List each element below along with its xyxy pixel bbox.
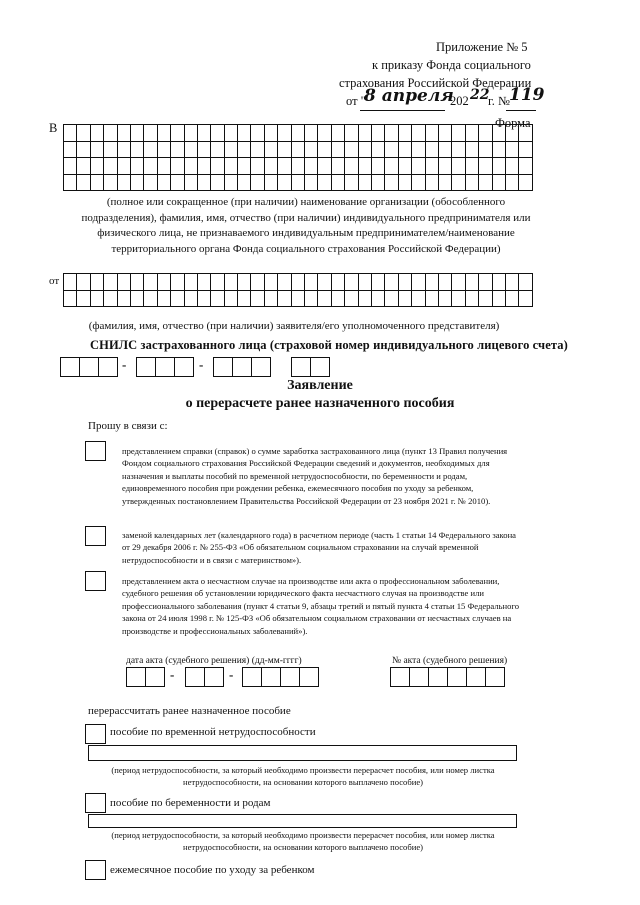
recipient-char-cell[interactable] [292,158,305,175]
applicant-char-cell[interactable] [412,274,425,291]
applicant-char-cell[interactable] [198,274,211,291]
applicant-char-cell[interactable] [91,291,104,308]
recipient-char-cell[interactable] [77,175,90,192]
applicant-char-cell[interactable] [305,274,318,291]
applicant-char-cell[interactable] [479,274,492,291]
appendix-number: Приложение № 5 [436,40,528,54]
recipient-char-cell[interactable] [64,175,77,192]
recipient-char-cell[interactable] [399,142,412,159]
snils-group-3[interactable] [213,357,271,377]
recipient-char-cell[interactable] [158,158,171,175]
recipient-char-cell[interactable] [426,158,439,175]
applicant-char-cell[interactable] [479,291,492,308]
applicant-char-cell[interactable] [144,274,157,291]
applicant-char-cell[interactable] [519,274,532,291]
recipient-char-cell[interactable] [265,175,278,192]
applicant-char-cell[interactable] [452,291,465,308]
recipient-char-cell[interactable] [412,125,425,142]
applicant-char-cell[interactable] [238,291,251,308]
applicant-char-cell[interactable] [278,274,291,291]
snils-sep-1: - [122,357,127,372]
applicant-char-cell[interactable] [131,274,144,291]
recipient-char-cell[interactable] [158,125,171,142]
recipient-char-cell[interactable] [466,175,479,192]
applicant-char-cell[interactable] [278,291,291,308]
applicant-char-cell[interactable] [305,291,318,308]
recipient-char-cell[interactable] [439,142,452,159]
recipient-char-cell[interactable] [211,125,224,142]
order-reference: к приказу Фонда социального [372,58,531,72]
recipient-char-cell[interactable] [292,175,305,192]
recipient-char-cell[interactable] [332,158,345,175]
recipient-char-cell[interactable] [412,158,425,175]
applicant-char-cell[interactable] [91,274,104,291]
recipient-char-cell[interactable] [185,142,198,159]
act-date-sep-2: - [229,667,234,682]
number-handwritten: 119 [509,85,545,105]
applicant-char-cell[interactable] [64,291,77,308]
recipient-char-cell[interactable] [385,142,398,159]
recipient-char-cell[interactable] [251,158,264,175]
recipient-char-cell[interactable] [144,175,157,192]
recipient-char-cell[interactable] [225,175,238,192]
recipient-char-cell[interactable] [211,158,224,175]
recipient-char-cell[interactable] [104,125,117,142]
applicant-char-cell[interactable] [171,274,184,291]
request-intro: Прошу в связи с: [88,420,168,432]
applicant-char-cell[interactable] [385,291,398,308]
recipient-char-cell[interactable] [412,142,425,159]
benefit-2-label: пособие по беременности и родам [110,797,271,809]
recipient-char-cell[interactable] [198,142,211,159]
recipient-char-cell[interactable] [479,175,492,192]
reason-2-text: заменой календарных лет (календарного года) в расчетном периоде (часть 1 статьи 14 Федерального закона от 29 декабря 2006 г. № 255-ФЗ «Об обязательном социальном страховании на случай временной нетрудоспособности и в связи с материнством»). [122,530,516,565]
applicant-char-cell[interactable] [131,291,144,308]
recipient-char-cell[interactable] [519,125,532,142]
applicant-char-cell[interactable] [265,274,278,291]
recipient-char-cell[interactable] [506,142,519,159]
act-day-cells[interactable] [126,667,165,687]
recipient-char-cell[interactable] [251,175,264,192]
applicant-char-cell[interactable] [77,274,90,291]
recipient-char-cell[interactable] [493,175,506,192]
applicant-char-cell[interactable] [265,291,278,308]
recipient-char-cell[interactable] [77,142,90,159]
recipient-char-cell[interactable] [479,158,492,175]
recipient-caption: (полное или сокращенное (при наличии) наименование организации (обособленного подразделения), фамилия, имя, отчество (при наличии) индивидуального предпринимателя или физического лица, не признаваемого индивидуальным предпринимателем/наименование территориального органа Фонда социального страхования Российской Федерации) [81,196,531,255]
recipient-char-cell[interactable] [452,125,465,142]
year-handwritten: 22 [470,87,490,103]
recipient-char-cell[interactable] [185,175,198,192]
applicant-char-cell[interactable] [332,291,345,308]
applicant-char-cell[interactable] [144,291,157,308]
recipient-char-cell[interactable] [439,158,452,175]
applicant-char-cell[interactable] [104,291,117,308]
recipient-char-cell[interactable] [198,125,211,142]
act-month-cells[interactable] [185,667,224,687]
recipient-char-cell[interactable] [265,125,278,142]
applicant-char-cell[interactable] [506,291,519,308]
applicant-char-cell[interactable] [466,291,479,308]
recipient-char-cell[interactable] [493,158,506,175]
recipient-char-cell[interactable] [519,175,532,192]
applicant-char-cell[interactable] [412,291,425,308]
applicant-char-cell[interactable] [225,274,238,291]
recipient-char-cell[interactable] [158,175,171,192]
act-number-cells[interactable] [390,667,505,687]
recipient-char-cell[interactable] [64,125,77,142]
recipient-char-cell[interactable] [506,125,519,142]
recipient-char-cell[interactable] [479,125,492,142]
recipient-char-cell[interactable] [238,142,251,159]
recipient-char-cell[interactable] [372,125,385,142]
recipient-char-cell[interactable] [399,125,412,142]
date-underline [360,110,445,111]
applicant-char-cell[interactable] [158,274,171,291]
year-prefix: 202 [450,94,469,108]
recipient-char-cell[interactable] [332,142,345,159]
applicant-char-cell[interactable] [506,274,519,291]
recipient-grid[interactable] [63,124,533,191]
date-prefix: от " [346,94,366,108]
recipient-char-cell[interactable] [426,175,439,192]
recipient-char-cell[interactable] [91,175,104,192]
number-prefix: г. № [488,94,510,108]
recipient-char-cell[interactable] [359,125,372,142]
applicant-char-cell[interactable] [158,291,171,308]
benefit-2-checkbox[interactable] [85,793,106,813]
applicant-char-cell[interactable] [332,274,345,291]
recipient-char-cell[interactable] [318,142,331,159]
snils-group-1[interactable] [60,357,118,377]
act-date-label: дата акта (судебного решения) (дд-мм-гггг) [126,656,302,666]
recipient-char-cell[interactable] [278,158,291,175]
recipient-char-cell[interactable] [372,158,385,175]
applicant-char-cell[interactable] [211,291,224,308]
recipient-char-cell[interactable] [359,175,372,192]
applicant-char-cell[interactable] [225,291,238,308]
applicant-char-cell[interactable] [372,274,385,291]
applicant-char-cell[interactable] [439,274,452,291]
date-handwritten: 8 апреля [364,86,454,106]
applicant-char-cell[interactable] [292,291,305,308]
benefit-3-checkbox[interactable] [85,860,106,880]
recipient-char-cell[interactable] [318,125,331,142]
applicant-char-cell[interactable] [118,274,131,291]
recipient-char-cell[interactable] [104,175,117,192]
recipient-char-cell[interactable] [185,158,198,175]
recipient-char-cell[interactable] [359,158,372,175]
recipient-char-cell[interactable] [171,125,184,142]
applicant-char-cell[interactable] [238,274,251,291]
to-prefix: В [49,121,58,135]
recipient-char-cell[interactable] [479,142,492,159]
number-underline [506,110,536,111]
reason-3-checkbox[interactable] [85,571,106,591]
recipient-char-cell[interactable] [493,142,506,159]
recipient-char-cell[interactable] [238,175,251,192]
applicant-char-cell[interactable] [318,291,331,308]
applicant-char-cell[interactable] [345,274,358,291]
applicant-char-cell[interactable] [493,274,506,291]
recalc-label: перерассчитать ранее назначенное пособие [88,705,291,717]
recipient-char-cell[interactable] [77,158,90,175]
recipient-char-cell[interactable] [345,142,358,159]
benefit-3-label: ежемесячное пособие по уходу за ребенком [110,864,315,876]
benefit-1-label: пособие по временной нетрудоспособности [110,726,316,738]
recipient-char-cell[interactable] [64,142,77,159]
recipient-char-cell[interactable] [185,125,198,142]
applicant-char-cell[interactable] [77,291,90,308]
benefit-2-period-field[interactable] [88,814,517,828]
recipient-char-cell[interactable] [225,125,238,142]
recipient-char-cell[interactable] [466,142,479,159]
recipient-char-cell[interactable] [118,142,131,159]
applicant-char-cell[interactable] [345,291,358,308]
recipient-char-cell[interactable] [251,125,264,142]
recipient-char-cell[interactable] [385,125,398,142]
applicant-char-cell[interactable] [171,291,184,308]
statement-title: Заявление [287,378,353,393]
applicant-char-cell[interactable] [385,274,398,291]
recipient-char-cell[interactable] [118,158,131,175]
benefit-1-caption: (период нетрудоспособности, за который необходимо произвести перерасчет пособия, или номер листка нетрудоспособности, на основании которого выплачено пособие) [111,765,495,788]
applicant-char-cell[interactable] [104,274,117,291]
recipient-char-cell[interactable] [171,175,184,192]
recipient-char-cell[interactable] [412,175,425,192]
recipient-char-cell[interactable] [265,158,278,175]
reason-3-text: представлением акта о несчастном случае на производстве или акта о профессиональном заболевании, судебного решения об установлении юридического факта несчастного случая на производстве или профессионального заболевания (пункт 4 статьи 9, абзацы третий и пятый пункта 4 статьи 15 Федерального закона от 24 июля 1998 г. № 125-ФЗ «Об обязательном социальном страховании от несчастных случаев на производстве и профессиональных заболеваний»). [122,576,520,636]
recipient-char-cell[interactable] [318,175,331,192]
snils-label: СНИЛС застрахованного лица (страховой номер индивидуального лицевого счета) [90,338,568,352]
recipient-char-cell[interactable] [238,158,251,175]
applicant-char-cell[interactable] [251,274,264,291]
applicant-char-cell[interactable] [292,274,305,291]
applicant-char-cell[interactable] [426,291,439,308]
applicant-char-cell[interactable] [318,274,331,291]
applicant-char-cell[interactable] [493,291,506,308]
applicant-char-cell[interactable] [426,274,439,291]
recipient-char-cell[interactable] [144,158,157,175]
recipient-char-cell[interactable] [131,142,144,159]
applicant-char-cell[interactable] [251,291,264,308]
recipient-char-cell[interactable] [131,158,144,175]
recipient-char-cell[interactable] [372,142,385,159]
recipient-char-cell[interactable] [211,175,224,192]
applicant-char-cell[interactable] [198,291,211,308]
from-prefix: от [49,275,60,287]
recipient-char-cell[interactable] [305,158,318,175]
recipient-char-cell[interactable] [118,125,131,142]
recipient-char-cell[interactable] [278,142,291,159]
applicant-char-cell[interactable] [185,291,198,308]
statement-subtitle: о перерасчете ранее назначенного пособия [185,396,455,411]
benefit-1-checkbox[interactable] [85,724,106,744]
recipient-char-cell[interactable] [385,175,398,192]
recipient-char-cell[interactable] [519,142,532,159]
benefit-2-caption: (период нетрудоспособности, за который необходимо произвести перерасчет пособия, или номер листка нетрудоспособности, на основании которого выплачено пособие) [111,830,495,853]
recipient-char-cell[interactable] [225,142,238,159]
recipient-char-cell[interactable] [426,142,439,159]
recipient-char-cell[interactable] [345,175,358,192]
recipient-char-cell[interactable] [144,125,157,142]
recipient-char-cell[interactable] [439,175,452,192]
recipient-char-cell[interactable] [278,175,291,192]
benefit-1-period-field[interactable] [88,745,517,761]
applicant-char-cell[interactable] [372,291,385,308]
recipient-char-cell[interactable] [493,125,506,142]
recipient-char-cell[interactable] [238,125,251,142]
recipient-char-cell[interactable] [265,142,278,159]
recipient-char-cell[interactable] [292,142,305,159]
recipient-char-cell[interactable] [198,158,211,175]
recipient-char-cell[interactable] [332,175,345,192]
applicant-char-cell[interactable] [466,274,479,291]
recipient-char-cell[interactable] [305,142,318,159]
recipient-char-cell[interactable] [439,125,452,142]
recipient-char-cell[interactable] [305,175,318,192]
applicant-char-cell[interactable] [185,274,198,291]
recipient-char-cell[interactable] [506,175,519,192]
recipient-char-cell[interactable] [519,158,532,175]
recipient-char-cell[interactable] [385,158,398,175]
recipient-char-cell[interactable] [426,125,439,142]
recipient-char-cell[interactable] [144,142,157,159]
recipient-char-cell[interactable] [332,125,345,142]
applicant-char-cell[interactable] [118,291,131,308]
recipient-char-cell[interactable] [118,175,131,192]
recipient-char-cell[interactable] [305,125,318,142]
recipient-char-cell[interactable] [91,158,104,175]
recipient-char-cell[interactable] [251,142,264,159]
recipient-char-cell[interactable] [64,158,77,175]
recipient-char-cell[interactable] [452,158,465,175]
snils-sep-2: - [199,357,204,372]
form-label: Форма [495,116,531,130]
recipient-char-cell[interactable] [131,125,144,142]
recipient-char-cell[interactable] [171,142,184,159]
recipient-char-cell[interactable] [345,125,358,142]
reason-2-checkbox[interactable] [85,526,106,546]
recipient-char-cell[interactable] [104,142,117,159]
recipient-char-cell[interactable] [198,175,211,192]
applicant-char-cell[interactable] [452,274,465,291]
recipient-char-cell[interactable] [318,158,331,175]
applicant-caption: (фамилия, имя, отчество (при наличии) заявителя/его уполномоченного представителя) [88,320,500,332]
recipient-char-cell[interactable] [466,158,479,175]
applicant-char-cell[interactable] [211,274,224,291]
recipient-char-cell[interactable] [399,158,412,175]
recipient-char-cell[interactable] [278,125,291,142]
applicant-char-cell[interactable] [399,274,412,291]
recipient-char-cell[interactable] [211,142,224,159]
recipient-char-cell[interactable] [77,125,90,142]
recipient-char-cell[interactable] [171,158,184,175]
applicant-char-cell[interactable] [439,291,452,308]
recipient-char-cell[interactable] [91,125,104,142]
snils-control[interactable] [291,357,330,377]
recipient-char-cell[interactable] [452,175,465,192]
act-year-cells[interactable] [242,667,319,687]
recipient-char-cell[interactable] [91,142,104,159]
recipient-char-cell[interactable] [158,142,171,159]
applicant-char-cell[interactable] [64,274,77,291]
applicant-grid[interactable] [63,273,533,307]
recipient-char-cell[interactable] [452,142,465,159]
recipient-char-cell[interactable] [466,125,479,142]
recipient-char-cell[interactable] [131,175,144,192]
fund-name: страхования Российской Федерации [339,76,532,90]
act-date-sep-1: - [170,667,175,682]
recipient-char-cell[interactable] [399,175,412,192]
applicant-char-cell[interactable] [359,274,372,291]
reason-1-text: представлением справки (справок) о сумме заработка застрахованного лица (пункт 13 Правил получения Фондом социального страхования Российской Федерации сведений и документов, необходимых для назначения и выплаты пособий по временной нетрудоспособности, по беременности и родам, единовременного пособия при рождении ребенка, ежемесячного пособия по уходу за ребенком, утвержденных постановлением Правительства Российской Федерации от 23 ноября 2021 г. № 2010). [122,446,508,506]
recipient-char-cell[interactable] [104,158,117,175]
snils-group-2[interactable] [136,357,194,377]
reason-1-checkbox[interactable] [85,441,106,461]
recipient-char-cell[interactable] [506,158,519,175]
act-number-label: № акта (судебного решения) [392,656,508,666]
applicant-char-cell[interactable] [399,291,412,308]
recipient-char-cell[interactable] [372,175,385,192]
recipient-char-cell[interactable] [292,125,305,142]
recipient-char-cell[interactable] [345,158,358,175]
applicant-char-cell[interactable] [359,291,372,308]
recipient-char-cell[interactable] [225,158,238,175]
recipient-char-cell[interactable] [359,142,372,159]
applicant-char-cell[interactable] [519,291,532,308]
